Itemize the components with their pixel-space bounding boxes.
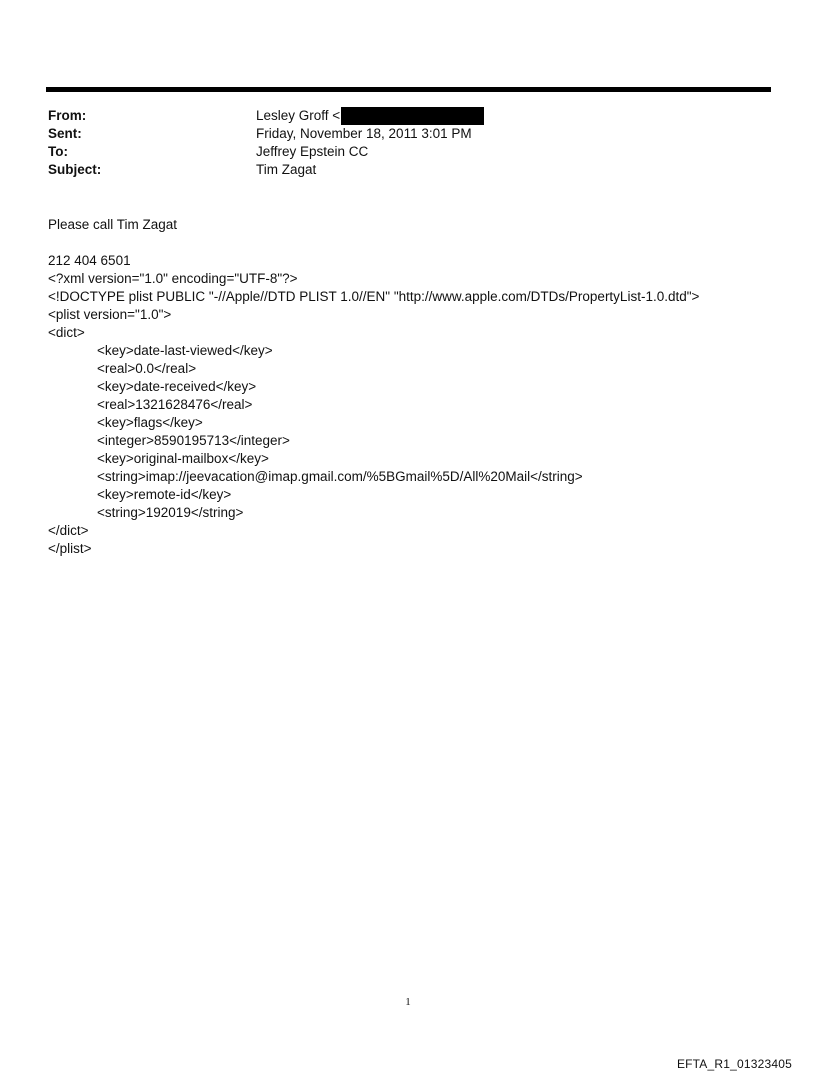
xml-line: <?xml version="1.0" encoding="UTF-8"?> xyxy=(48,271,298,286)
email-header xyxy=(48,107,748,179)
xml-line: <key>original-mailbox</key> xyxy=(97,451,269,466)
from-label: From: xyxy=(48,108,87,123)
from-value xyxy=(256,107,484,125)
xml-line: <key>flags</key> xyxy=(97,415,203,430)
sent-row xyxy=(48,125,748,143)
paragraph-gap xyxy=(48,234,788,252)
subject-value: Tim Zagat xyxy=(256,162,317,177)
sent-value: Friday, November 18, 2011 3:01 PM xyxy=(256,126,472,141)
from-name: Lesley Groff < xyxy=(256,108,341,123)
header-rule xyxy=(46,87,771,92)
xml-line: <real>1321628476</real> xyxy=(97,397,253,412)
sent-label: Sent: xyxy=(48,126,82,141)
xml-line: </dict> xyxy=(48,523,89,538)
email-body xyxy=(48,216,788,558)
xml-line: <integer>8590195713</integer> xyxy=(97,433,290,448)
from-row xyxy=(48,107,748,125)
redaction-box xyxy=(341,107,484,125)
phone-number: 212 404 6501 xyxy=(48,253,131,268)
subject-label: Subject: xyxy=(48,162,102,177)
bates-number: EFTA_R1_01323405 xyxy=(676,1057,792,1071)
xml-line: <key>date-received</key> xyxy=(97,379,257,394)
xml-line: <!DOCTYPE plist PUBLIC "-//Apple//DTD PLIST 1.0//EN" "http://www.apple.com/DTDs/PropertyList-1.0.dtd"> xyxy=(48,289,700,304)
page-number: 1 xyxy=(405,996,411,1008)
to-value: Jeffrey Epstein CC xyxy=(256,144,369,159)
xml-line: <key>date-last-viewed</key> xyxy=(97,343,273,358)
to-label: To: xyxy=(48,144,68,159)
xml-line: </plist> xyxy=(48,541,92,556)
xml-line: <real>0.0</real> xyxy=(97,361,197,376)
xml-line: <plist version="1.0"> xyxy=(48,307,172,322)
xml-line: <string>imap://jeevacation@imap.gmail.com/%5BGmail%5D/All%20Mail</string> xyxy=(97,469,583,484)
greeting-text: Please call Tim Zagat xyxy=(48,217,178,232)
xml-line: <string>192019</string> xyxy=(97,505,244,520)
subject-row xyxy=(48,161,748,179)
to-row xyxy=(48,143,748,161)
xml-line: <key>remote-id</key> xyxy=(97,487,232,502)
xml-line: <dict> xyxy=(48,325,85,340)
